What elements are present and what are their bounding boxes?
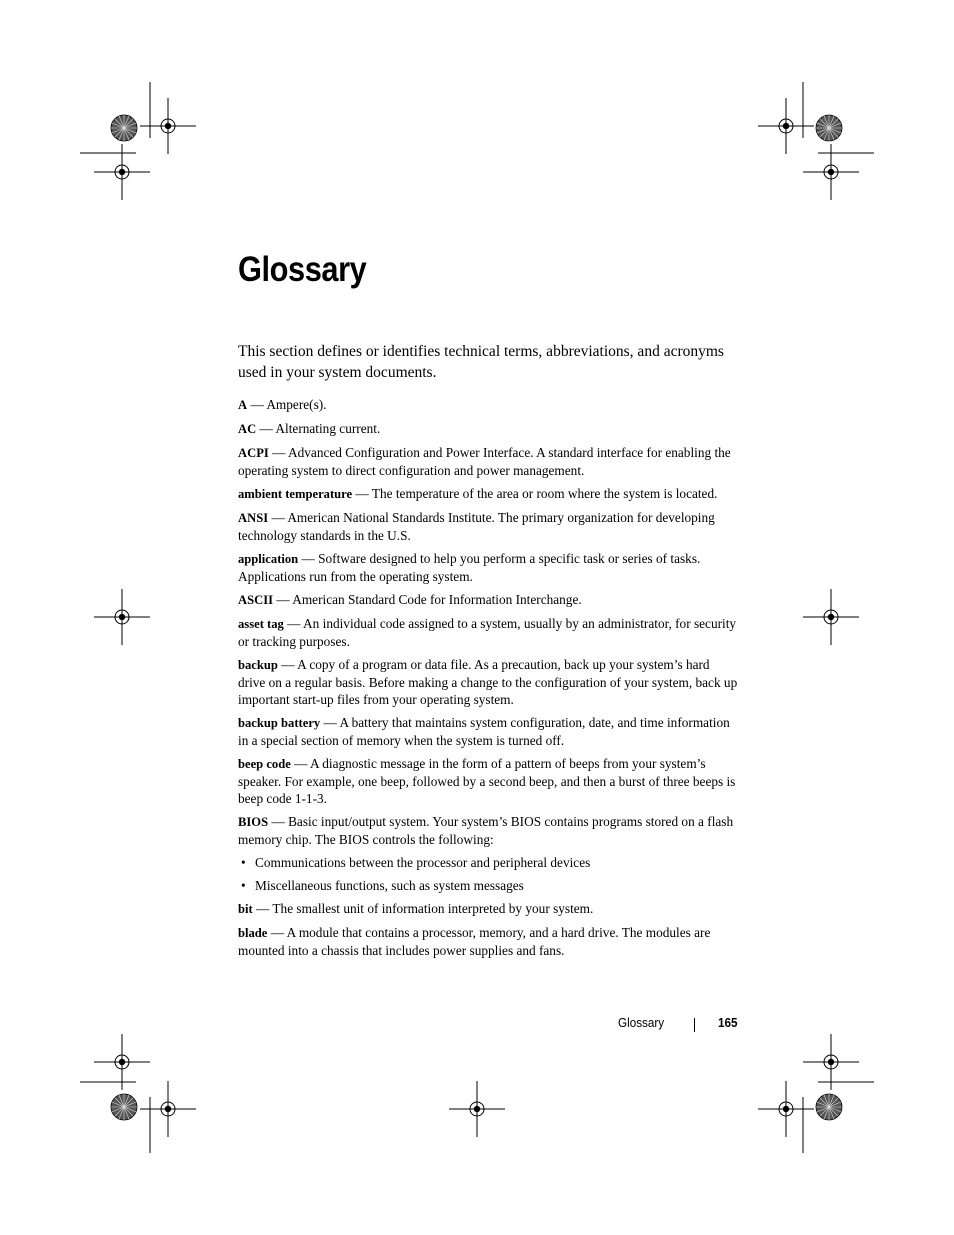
entry-definition: The temperature of the area or room where the system is located. [371,486,718,501]
em-dash: — [323,715,337,730]
list-item [238,854,738,871]
entry-definition: Basic input/output system. Your system’s BIOS contains programs stored on a flash memory chip. The BIOS controls the following: [238,814,734,847]
glossary-entry [238,656,738,708]
entry-definition: Software designed to help you perform a specific task or series of tasks. Applications run from the operating system. [238,551,701,584]
em-dash: — [272,445,286,460]
glossary-entry [238,550,738,585]
entry-term: bit [238,902,253,916]
glossary-entries [238,396,738,965]
glossary-entry [238,485,738,503]
footer-divider [694,1018,695,1032]
page-number: 165 [718,1015,738,1030]
em-dash: — [271,510,285,525]
em-dash: — [250,397,264,412]
glossary-entry [238,420,738,438]
entry-term: ambient temperature [238,487,353,501]
entry-term: ANSI [238,511,269,525]
glossary-entry [238,714,738,749]
intro-paragraph: This section defines or identifies technical terms, abbreviations, and acronyms used in your system documents. [238,343,724,381]
entry-term: ASCII [238,593,273,607]
list-item-text: Communications between the processor and peripheral devices [255,855,591,870]
em-dash: — [355,486,369,501]
em-dash: — [270,925,285,940]
glossary-entry [238,396,738,414]
entry-term: BIOS [238,815,269,829]
glossary-entry [238,591,738,609]
entry-definition: A battery that maintains system configuration, date, and time information in a special section of memory when the system is turned off. [238,715,730,748]
entry-definition: The smallest unit of information interpreted by your system. [272,901,594,916]
glossary-entry [238,509,738,544]
entry-term: blade [238,926,268,940]
em-dash: — [276,592,290,607]
entry-term: AC [238,422,257,436]
glossary-entry [238,615,738,650]
entry-definition: Alternating current. [275,421,381,436]
em-dash: — [259,421,273,436]
entry-definition: American National Standards Institute. The primary organization for developing technology standards in the U.S. [238,510,715,543]
entry-definition: A diagnostic message in the form of a pattern of beeps from your system’s speaker. For example, one beep, followed by a second beep, and then a burst of three beeps is beep code 1-1-3. [238,756,736,806]
entry-term: backup battery [238,716,321,730]
em-dash: — [301,551,315,566]
glossary-entry [238,924,738,959]
bullet-glyph: • [241,878,246,893]
entry-definition: Advanced Configuration and Power Interface. A standard interface for enabling the operating system to direct configuration and power management. [238,445,731,478]
entry-term: ACPI [238,446,269,460]
glossary-entry [238,813,738,848]
glossary-entry [238,755,738,807]
list-item-text: Miscellaneous functions, such as system messages [255,878,524,893]
entry-definition: American Standard Code for Information Interchange. [292,592,582,607]
em-dash: — [287,616,301,631]
entry-term: asset tag [238,617,284,631]
entry-term: beep code [238,757,291,771]
em-dash: — [281,657,295,672]
entry-term: application [238,552,299,566]
bullet-glyph: • [241,855,246,870]
entry-term: A [238,398,248,412]
entry-definition: Ampere(s). [266,397,327,412]
glossary-entry [238,444,738,479]
em-dash: — [256,901,270,916]
glossary-entry [238,900,738,918]
bios-bullet-list [238,854,738,894]
em-dash: — [294,756,308,771]
page-title: Glossary [238,250,367,289]
entry-term: backup [238,658,278,672]
list-item [238,877,738,894]
entry-definition: A module that contains a processor, memory, and a hard drive. The modules are mounted into a chassis that includes power supplies and fans. [238,925,711,958]
footer-section-label: Glossary [618,1015,665,1030]
entry-definition: An individual code assigned to a system, usually by an administrator, for security or tracking purposes. [238,616,737,649]
em-dash: — [271,814,285,829]
entry-definition: A copy of a program or data file. As a precaution, back up your system’s hard drive on a regular basis. Before making a change to the configuration of your system, back up important start-up files from your operating system. [238,657,738,707]
